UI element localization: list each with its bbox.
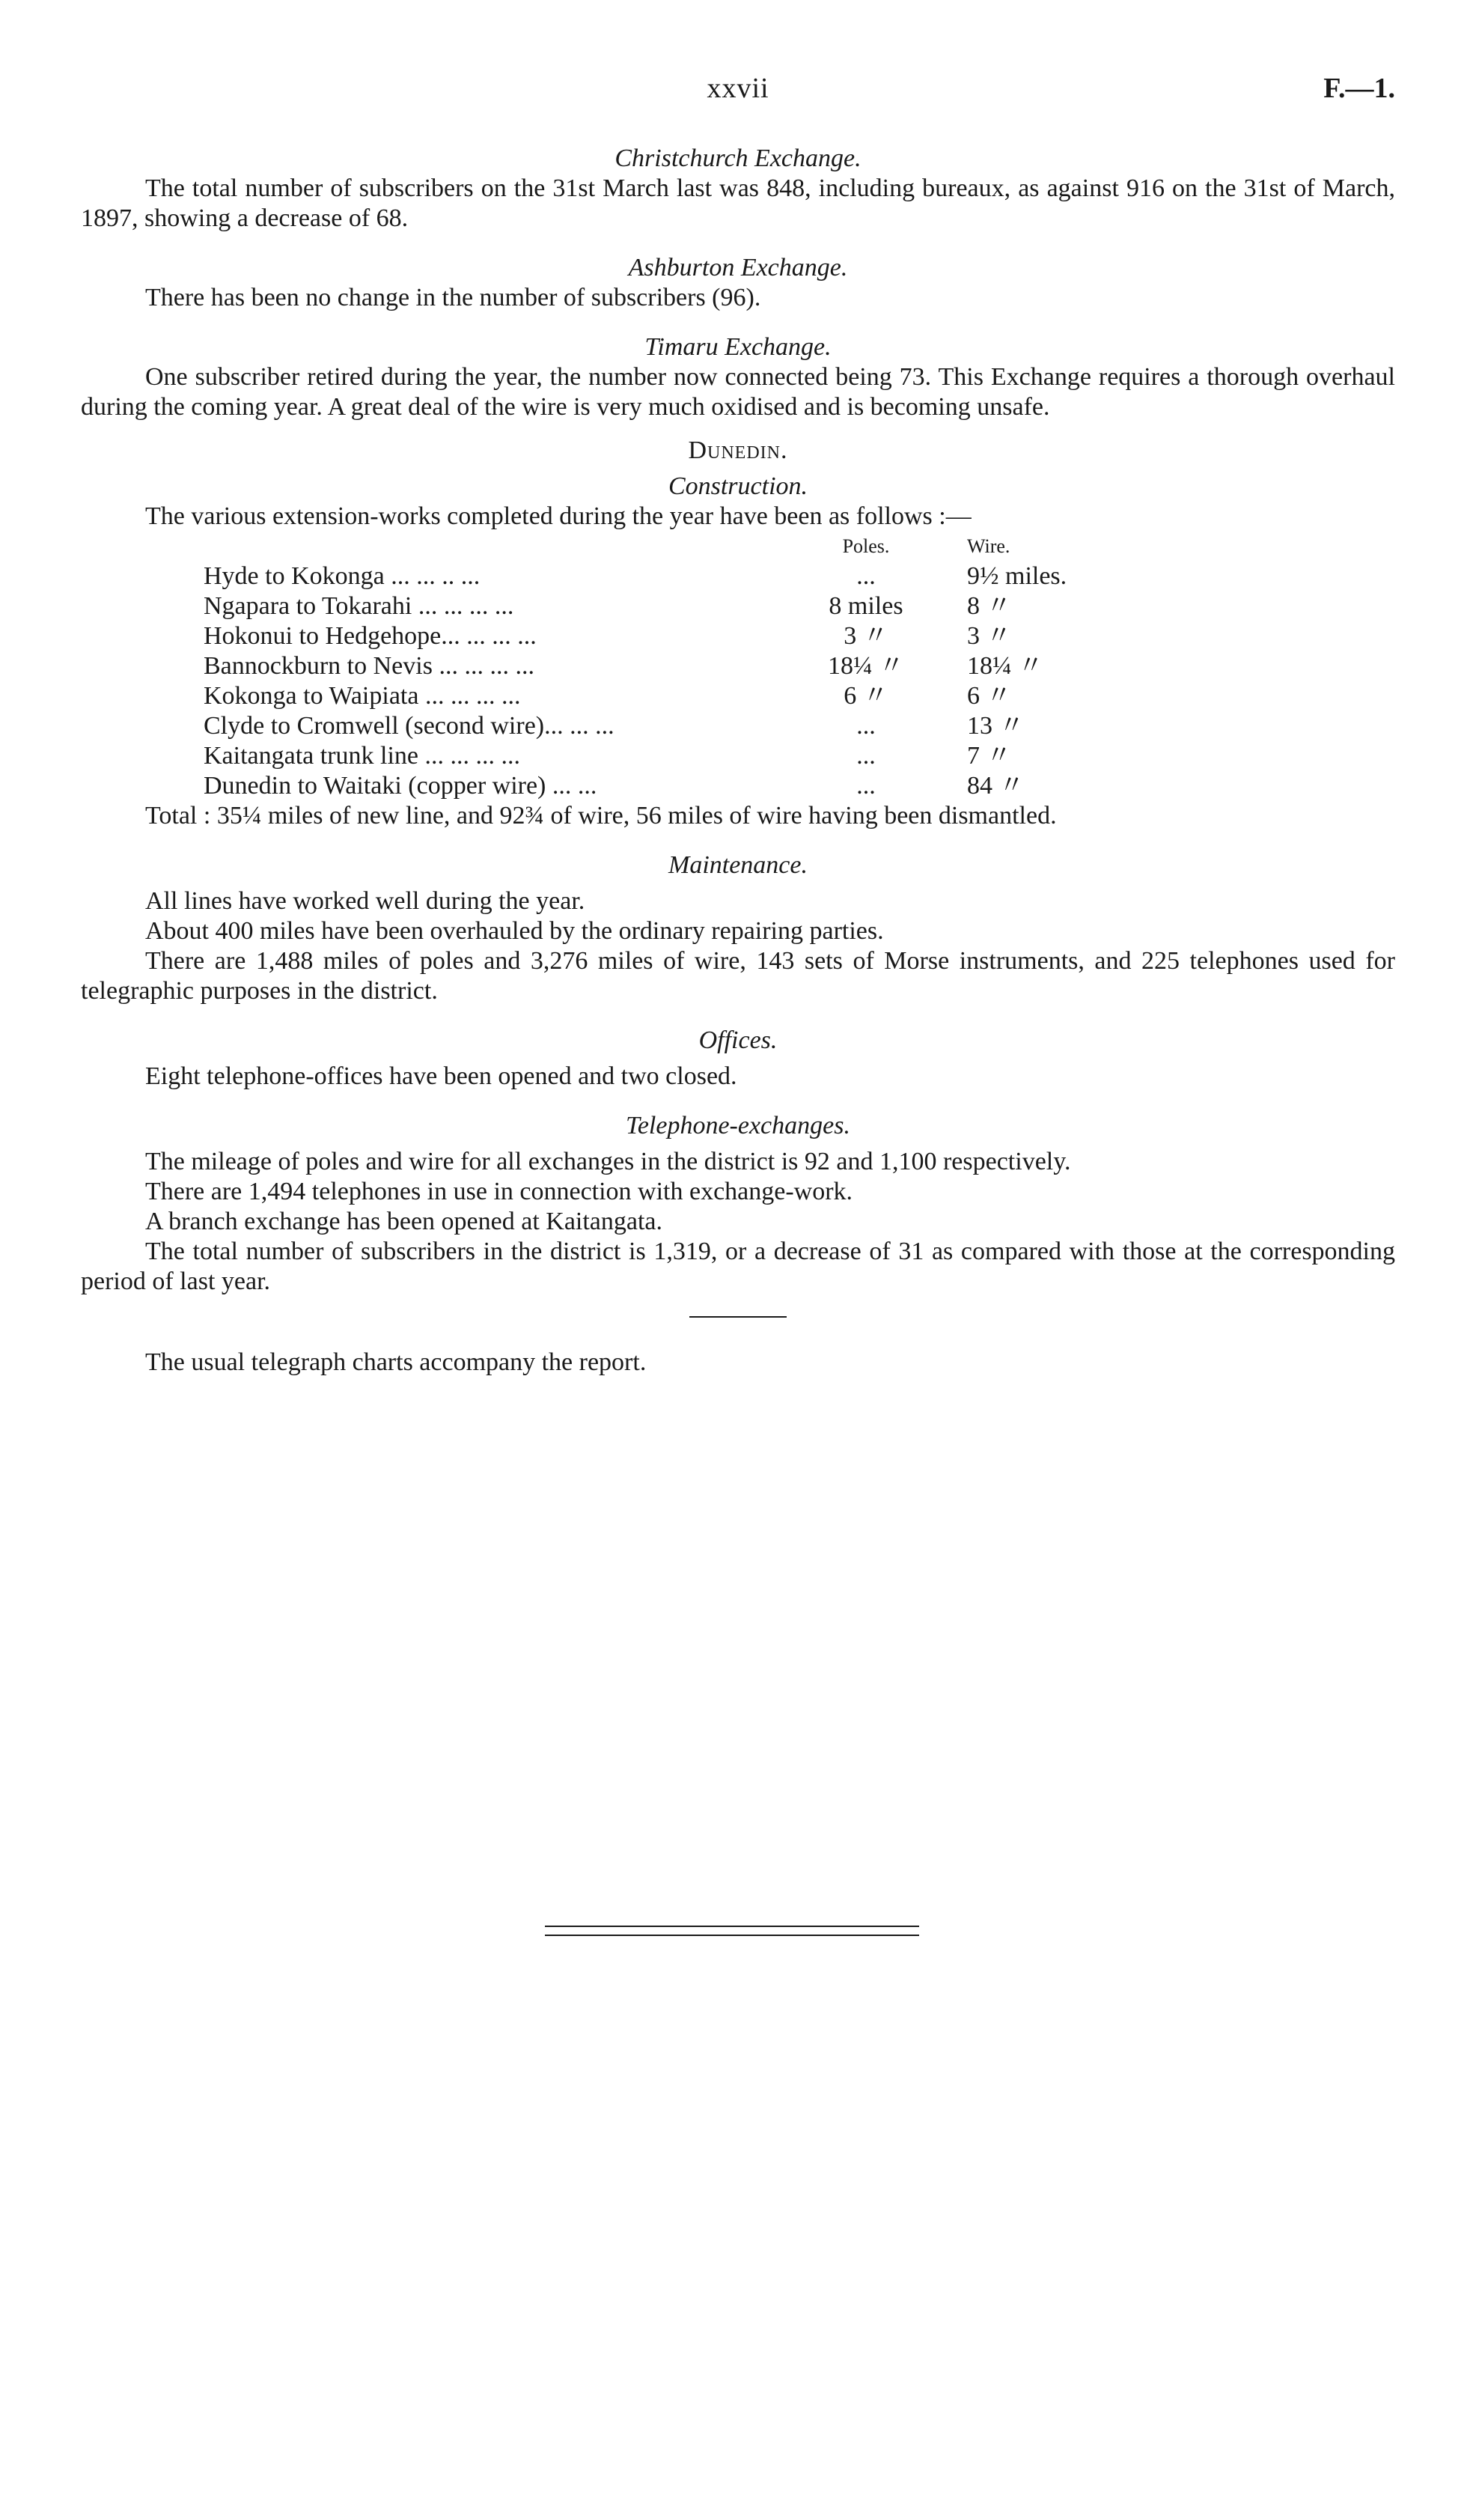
poles-column-header: Poles. [842,535,890,557]
table-row [204,711,1117,741]
route-name: Bannockburn to Nevis ... ... ... ... [204,652,534,680]
dunedin-heading: Dunedin. [688,436,788,464]
wire-value: 8 〃 [967,592,1012,620]
route-name: Hokonui to Hedgehope... ... ... ... [204,622,537,650]
maintenance-line: About 400 miles have been overhauled by the ordinary repairing parties. [145,917,884,945]
maintenance-line: There are 1,488 miles of poles and 3,276 miles of wire, 143 sets of Morse instruments, and 225 telephones used for telegraphic purposes in the district. [81,947,1395,1005]
wire-column-header: Wire. [967,535,1010,557]
ashburton-paragraph: There has been no change in the number of subscribers (96). [145,284,761,311]
maintenance-heading: Maintenance. [668,851,808,879]
construction-heading: Construction. [668,472,808,500]
christchurch-paragraph: The total number of subscribers on the 31st March last was 848, including bureaux, as against 916 on the 31st of March, 1897, showing a decrease of 68. [81,174,1395,232]
report-body [81,144,1395,1378]
table-header-row [204,532,1117,561]
poles-value: 6 〃 [844,682,888,710]
wire-value: 18¼ 〃 [967,652,1043,680]
ashburton-heading: Ashburton Exchange. [628,254,848,281]
page-header [81,73,1395,111]
route-name: Hyde to Kokonga ... ... .. ... [204,562,481,590]
table-row [204,561,1117,591]
table-row [204,771,1117,801]
wire-value: 9½ miles. [967,562,1067,590]
section-divider [689,1316,787,1318]
exchanges-line: The mileage of poles and wire for all exchanges in the district is 92 and 1,100 respectively. [145,1148,1071,1175]
table-row [204,591,1117,621]
page-number: xxvii [707,73,769,104]
timaru-heading: Timaru Exchange. [644,333,832,361]
timaru-paragraph: One subscriber retired during the year, the number now connected being 73. This Exchange requires a thorough overhaul during the coming year. A great deal of the wire is very much oxidised and is becoming unsafe. [81,363,1395,421]
christchurch-heading: Christchurch Exchange. [615,144,861,172]
table-row [204,651,1117,681]
closing-paragraph: The usual telegraph charts accompany the report. [145,1348,647,1376]
construction-intro: The various extension-works completed during the year have been as follows :— [145,502,972,530]
poles-value: 18¼ 〃 [828,652,904,680]
end-double-rule [545,1926,919,1936]
poles-value: ... [856,562,876,590]
poles-value: ... [856,772,876,800]
route-name: Kaitangata trunk line ... ... ... ... [204,742,521,770]
wire-value: 3 〃 [967,622,1012,650]
poles-value: ... [856,742,876,770]
exchanges-line: There are 1,494 telephones in use in connection with exchange-work. [145,1178,853,1205]
construction-total: Total : 35¼ miles of new line, and 92¾ of wire, 56 miles of wire having been dismantled. [145,802,1057,830]
poles-value: ... [856,712,876,740]
wire-value: 6 〃 [967,682,1012,710]
exchanges-heading: Telephone-exchanges. [626,1112,850,1139]
document-code: F.—1. [1323,73,1395,104]
table-row [204,741,1117,771]
poles-value: 8 miles [829,592,903,620]
document-page [81,0,1395,2520]
extension-works-table [204,532,1117,801]
exchanges-line: A branch exchange has been opened at Kaitangata. [145,1208,663,1235]
offices-paragraph: Eight telephone-offices have been opened and two closed. [145,1062,737,1090]
route-name: Dunedin to Waitaki (copper wire) ... ... [204,772,597,800]
exchanges-line: The total number of subscribers in the district is 1,319, or a decrease of 31 as compared with those at the corresponding period of last year. [81,1238,1395,1295]
wire-value: 84 〃 [967,772,1025,800]
maintenance-line: All lines have worked well during the year. [145,887,585,915]
poles-value: 3 〃 [844,622,888,650]
offices-heading: Offices. [698,1026,778,1054]
route-name: Clyde to Cromwell (second wire)... ... ... [204,712,615,740]
table-row [204,681,1117,711]
wire-value: 13 〃 [967,712,1025,740]
wire-value: 7 〃 [967,742,1012,770]
route-name: Kokonga to Waipiata ... ... ... ... [204,682,521,710]
route-name: Ngapara to Tokarahi ... ... ... ... [204,592,514,620]
table-row [204,621,1117,651]
